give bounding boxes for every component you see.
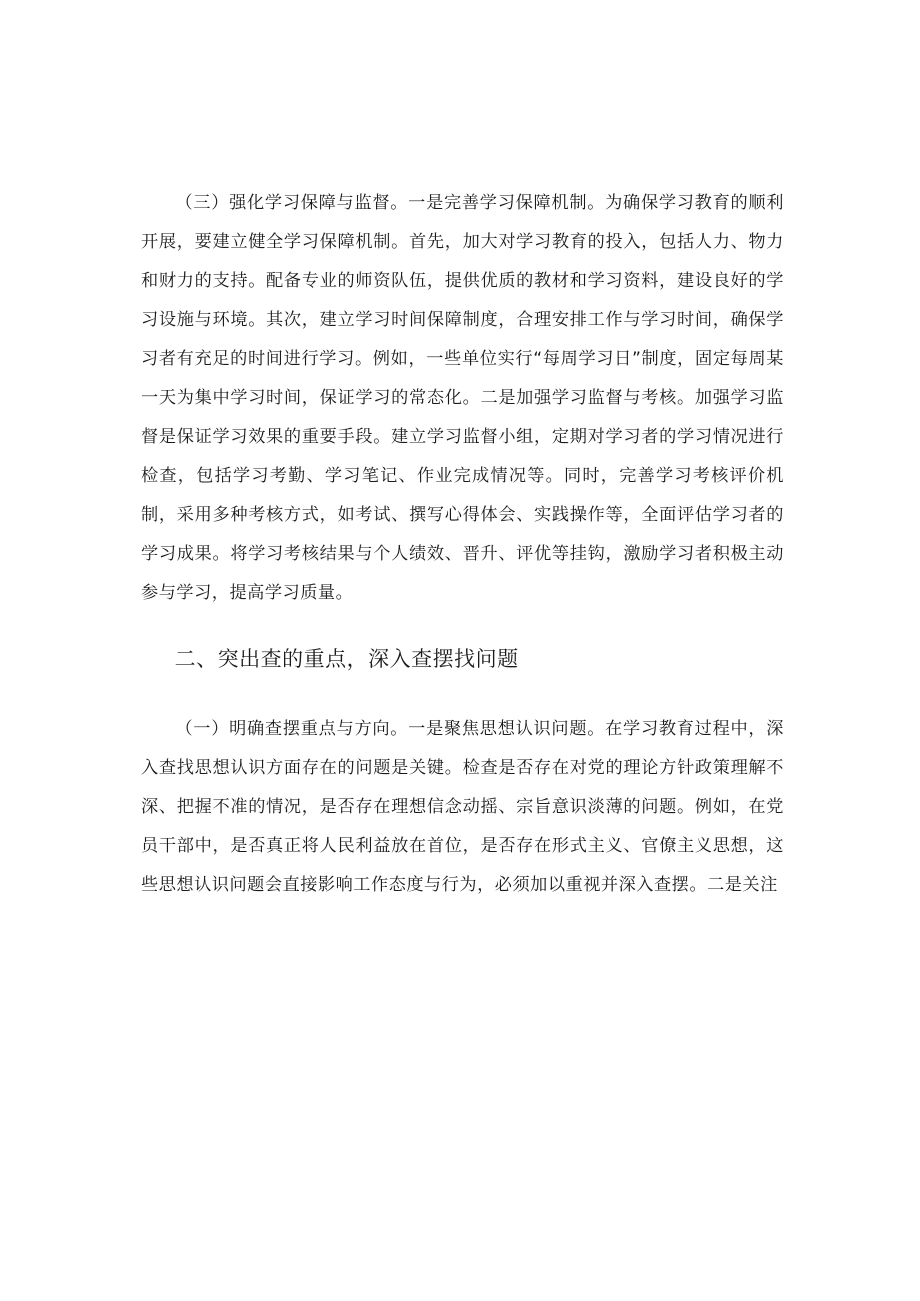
section-heading: 二、突出查的重点，深入查摆找问题 [174, 647, 519, 671]
paragraph-strengthen-learning-guarantee: （三）强化学习保障与监督。一是完善学习保障机制。为确保学习教育的顺利开展，要建立健全学习保障机制。首先，加大对学习教育的投入，包括人力、物力和财力的支持。配备专业的师资队伍，提供优质的教材和学习资料，建设良好的学习设施与环境。其次，建立学习时间保障制度，合理安排工作与学习时间，确保学习者有充足的时间进行学习。例如，一些单位实行“每周学习日”制度，固定每周某一天为集中学习时间，保证学习的常态化。二是加强学习监督与考核。加强学习监督是保证学习效果的重要手段。建立学习监督小组，定期对学习者的学习情况进行检查，包括学习考勤、学习笔记、作业完成情况等。同时，完善学习考核评价机制，采用多种考核方式，如考试、撰写心得体会、实践操作等，全面评估学习者的学习成果。将学习考核结果与个人绩效、晋升、评优等挂钩，激励学习者积极主动参与学习，提高学习质量。 [141, 193, 784, 603]
document-body [141, 184, 784, 905]
paragraph-clarify-inspection-focus: （一）明确查摆重点与方向。一是聚焦思想认识问题。在学习教育过程中，深入查找思想认识方面存在的问题是关键。检查是否存在对党的理论方针政策理解不深、把握不准的情况，是否存在理想信念动摇、宗旨意识淡薄的问题。例如，在党员干部中，是否真正将人民利益放在首位，是否存在形式主义、官僚主义思想，这些思想认识问题会直接影响工作态度与行为，必须加以重视并深入查摆。二是关注 [141, 719, 784, 895]
